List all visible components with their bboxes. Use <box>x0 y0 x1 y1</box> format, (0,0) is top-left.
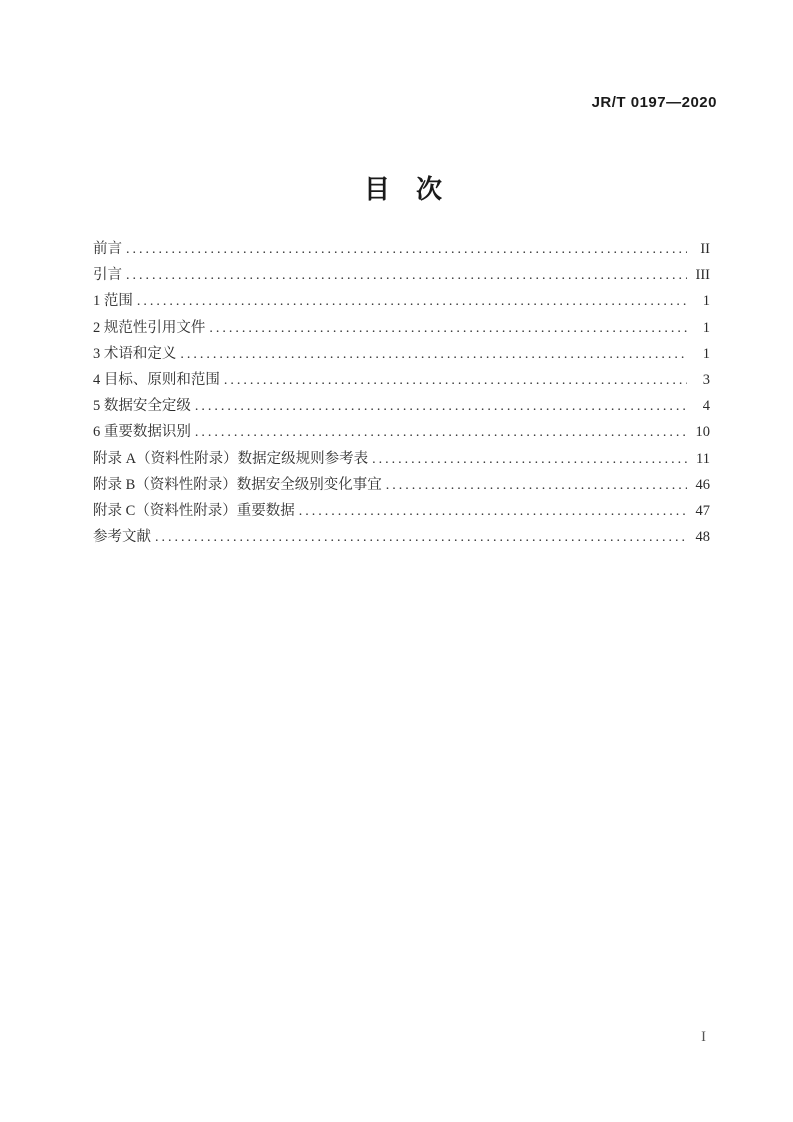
toc-dot-leader <box>386 473 687 499</box>
standard-code-header: JR/T 0197—2020 <box>591 94 717 111</box>
toc-entry-page: III <box>695 267 710 284</box>
toc-entry <box>93 446 710 472</box>
toc-entry-label: 参考文献 <box>93 529 151 546</box>
toc-entry-page: 3 <box>702 371 710 388</box>
footer-page-number: I <box>701 1029 706 1045</box>
toc-entry-page: 10 <box>695 424 710 441</box>
toc-entry-label: 引言 <box>93 267 122 284</box>
toc-list <box>93 236 710 550</box>
toc-entry <box>93 367 710 393</box>
toc-dot-leader <box>155 525 687 551</box>
toc-dot-leader <box>299 499 687 525</box>
toc-entry <box>93 498 710 524</box>
toc-entry-page: 1 <box>702 345 710 362</box>
toc-dot-leader <box>224 368 687 394</box>
toc-entry-label: 5 数据安全定级 <box>93 398 191 415</box>
page-title: 目 次 <box>363 174 442 204</box>
toc-dot-leader <box>195 420 687 446</box>
toc-dot-leader <box>180 342 687 368</box>
toc-entry-label: 附录 C（资料性附录）重要数据 <box>93 502 295 519</box>
toc-dot-leader <box>372 447 687 473</box>
toc-entry <box>93 472 710 498</box>
toc-entry-page: 47 <box>695 502 710 519</box>
toc-entry <box>93 315 710 341</box>
toc-dot-leader <box>195 394 687 420</box>
toc-entry-page: 1 <box>702 293 710 310</box>
toc-entry-label: 附录 A（资料性附录）数据定级规则参考表 <box>93 450 369 467</box>
toc-entry <box>93 236 710 262</box>
toc-entry-label: 前言 <box>93 241 122 257</box>
toc-dot-leader <box>126 237 687 263</box>
toc-entry-label: 3 术语和定义 <box>93 345 177 362</box>
toc-entry-page: 48 <box>695 529 710 546</box>
toc-entry <box>93 393 710 419</box>
toc-dot-leader <box>126 263 687 289</box>
toc-entry <box>93 419 710 445</box>
toc-entry-label: 4 目标、原则和范围 <box>93 371 220 388</box>
toc-dot-leader <box>209 316 687 342</box>
toc-entry-page: 1 <box>702 319 710 336</box>
toc-entry-label: 6 重要数据识别 <box>93 424 191 441</box>
toc-entry <box>93 341 710 367</box>
toc-entry-page: 4 <box>702 398 710 415</box>
toc-entry-label: 附录 B（资料性附录）数据安全级别变化事宜 <box>93 476 382 493</box>
toc-entry <box>93 262 710 288</box>
toc-entry-label: 1 范围 <box>93 293 133 310</box>
toc-entry-page: II <box>700 241 710 257</box>
toc-dot-leader <box>137 289 687 315</box>
toc-entry-page: 11 <box>696 450 710 467</box>
toc-entry-label: 2 规范性引用文件 <box>93 319 206 336</box>
toc-entry-page: 46 <box>695 476 710 493</box>
toc-entry <box>93 288 710 314</box>
toc-entry <box>93 524 710 550</box>
